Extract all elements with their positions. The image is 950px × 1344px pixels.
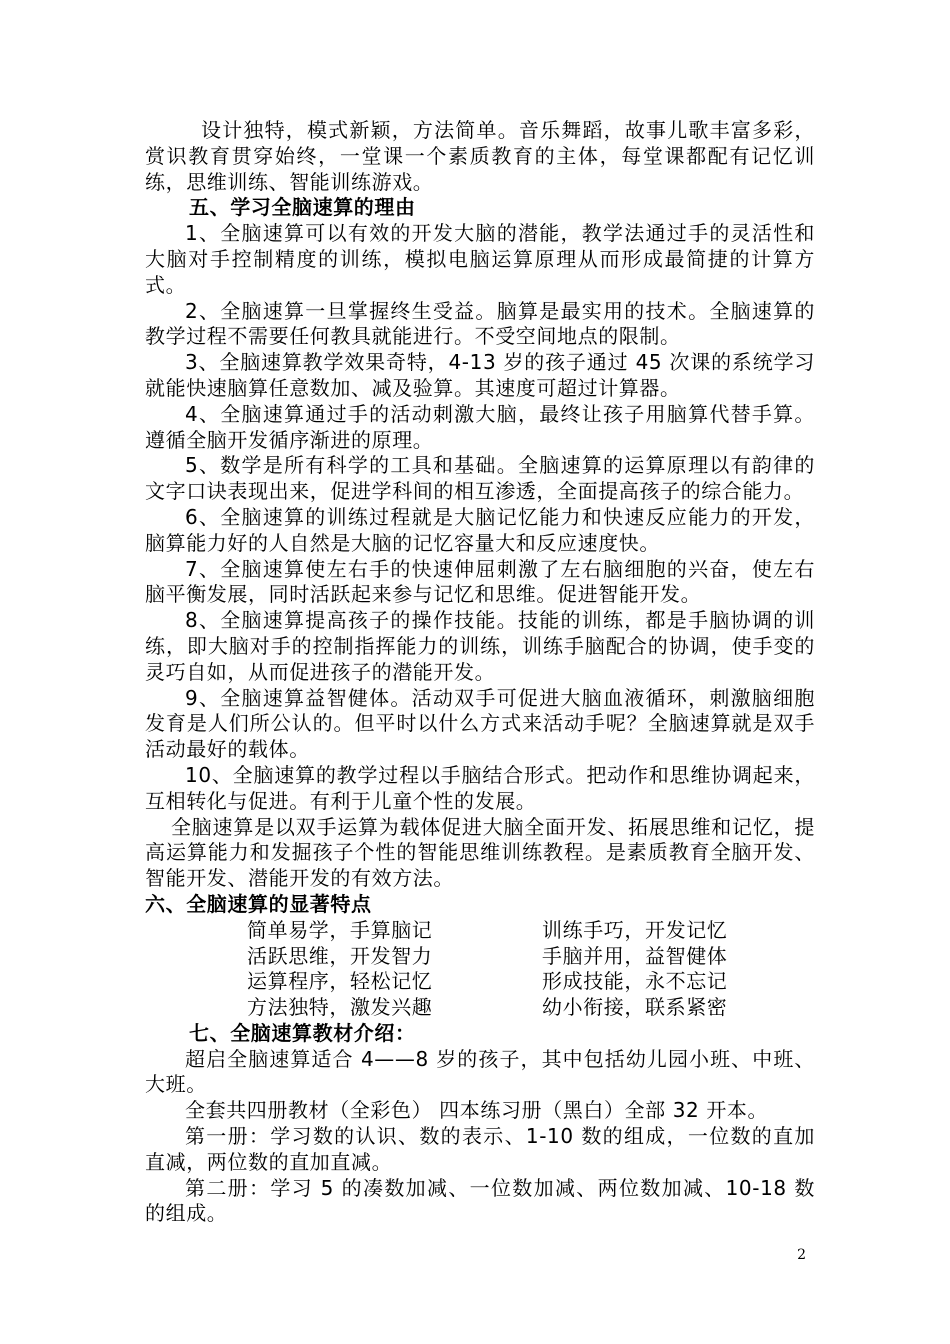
section-7-item-3: 第一册：学习数的认识、数的表示、1-10 数的组成，一位数的直加直减，两位数的直加直减。: [145, 1124, 815, 1174]
features-row: [247, 995, 815, 1021]
features-row: [247, 918, 815, 944]
section-5-item-6: 6、全脑速算的训练过程就是大脑记忆能力和快速反应能力的开发，脑算能力好的人自然是大脑的记忆容量大和反应速度快。: [145, 504, 815, 555]
feature-left: 运算程序，轻松记忆: [247, 969, 433, 994]
feature-right: 形成技能，永不忘记: [542, 969, 728, 994]
page-number: 2: [797, 1247, 806, 1263]
section-5-item-9: 9、全脑速算益智健体。活动双手可促进大脑血液循环，刺激脑细胞发育是人们所公认的。但平时以什么方式来活动手呢？全脑速算就是双手活动最好的载体。: [145, 685, 815, 762]
section-5-item-2: 2、全脑速算一旦掌握终生受益。脑算是最实用的技术。全脑速算的教学过程不需要任何教具就能进行。不受空间地点的限制。: [145, 298, 815, 349]
feature-left: 活跃思维，开发智力: [247, 943, 433, 968]
section-5-item-3: 3、全脑速算教学效果奇特，4-13 岁的孩子通过 45 次课的系统学习就能快速脑算任意数加、减及验算。其速度可超过计算器。: [145, 350, 815, 400]
section-6-heading: 六、全脑速算的显著特点: [145, 891, 372, 916]
section-7-item-4: 第二册：学习 5 的凑数加减、一位数加减、两位数加减、10-18 数的组成。: [145, 1175, 815, 1226]
section-7-item-2: 全套共四册教材（全彩色） 四本练习册（黑白）全部 32 开本。: [185, 1098, 769, 1123]
section-7-item-1: 超启全脑速算适合 4——8 岁的孩子，其中包括幼儿园小班、中班、大班。: [145, 1046, 815, 1097]
page-content: [145, 118, 815, 1227]
section-7-heading: 七、全脑速算教材介绍：: [189, 1020, 416, 1045]
section-5-summary: 全脑速算是以双手运算为载体促进大脑全面开发、拓展思维和记忆，提高运算能力和发掘孩子个性的智能思维训练教程。是素质教育全脑开发、智能开发、潜能开发的有效方法。: [145, 814, 815, 891]
section-5-item-5: 5、数学是所有科学的工具和基础。全脑速算的运算原理以有韵律的文字口诀表现出来，促进学科间的相互渗透，全面提高孩子的综合能力。: [145, 453, 815, 504]
feature-left: 简单易学，手算脑记: [247, 917, 433, 942]
features-row: [247, 944, 815, 970]
section-5-item-8: 8、全脑速算提高孩子的操作技能。技能的训练，都是手脑协调的训练，即大脑对手的控制指挥能力的训练，训练手脑配合的协调，使手变的灵巧自如，从而促进孩子的潜能开发。: [145, 608, 815, 684]
features-row: [247, 969, 815, 995]
features-table: [145, 918, 815, 1021]
feature-right: 训练手巧，开发记忆: [542, 917, 728, 942]
feature-right: 幼小衔接，联系紧密: [542, 995, 728, 1020]
section-5-item-4: 4、全脑速算通过手的活动刺激大脑，最终让孩子用脑算代替手算。遵循全脑开发循序渐进的原理。: [145, 401, 815, 452]
section-5-item-10: 10、全脑速算的教学过程以手脑结合形式。把动作和思维协调起来，互相转化与促进。有利于儿童个性的发展。: [145, 762, 815, 813]
section-5-item-1: 1、全脑速算可以有效的开发大脑的潜能，教学法通过手的灵活性和大脑对手控制精度的训练，模拟电脑运算原理从而形成最简捷的计算方式。: [145, 221, 815, 297]
feature-left: 方法独特，激发兴趣: [247, 995, 433, 1020]
intro-paragraph: 设计独特，模式新颖，方法简单。音乐舞蹈，故事儿歌丰富多彩，赏识教育贯穿始终，一堂课一个素质教育的主体，每堂课都配有记忆训练，思维训练、智能训练游戏。: [145, 118, 815, 194]
section-5-item-7: 7、全脑速算使左右手的快速伸屈刺激了左右脑细胞的兴奋，使左右脑平衡发展，同时活跃起来参与记忆和思维。促进智能开发。: [145, 556, 815, 607]
section-5-heading: 五、学习全脑速算的理由: [189, 195, 416, 220]
feature-right: 手脑并用，益智健体: [542, 943, 728, 968]
